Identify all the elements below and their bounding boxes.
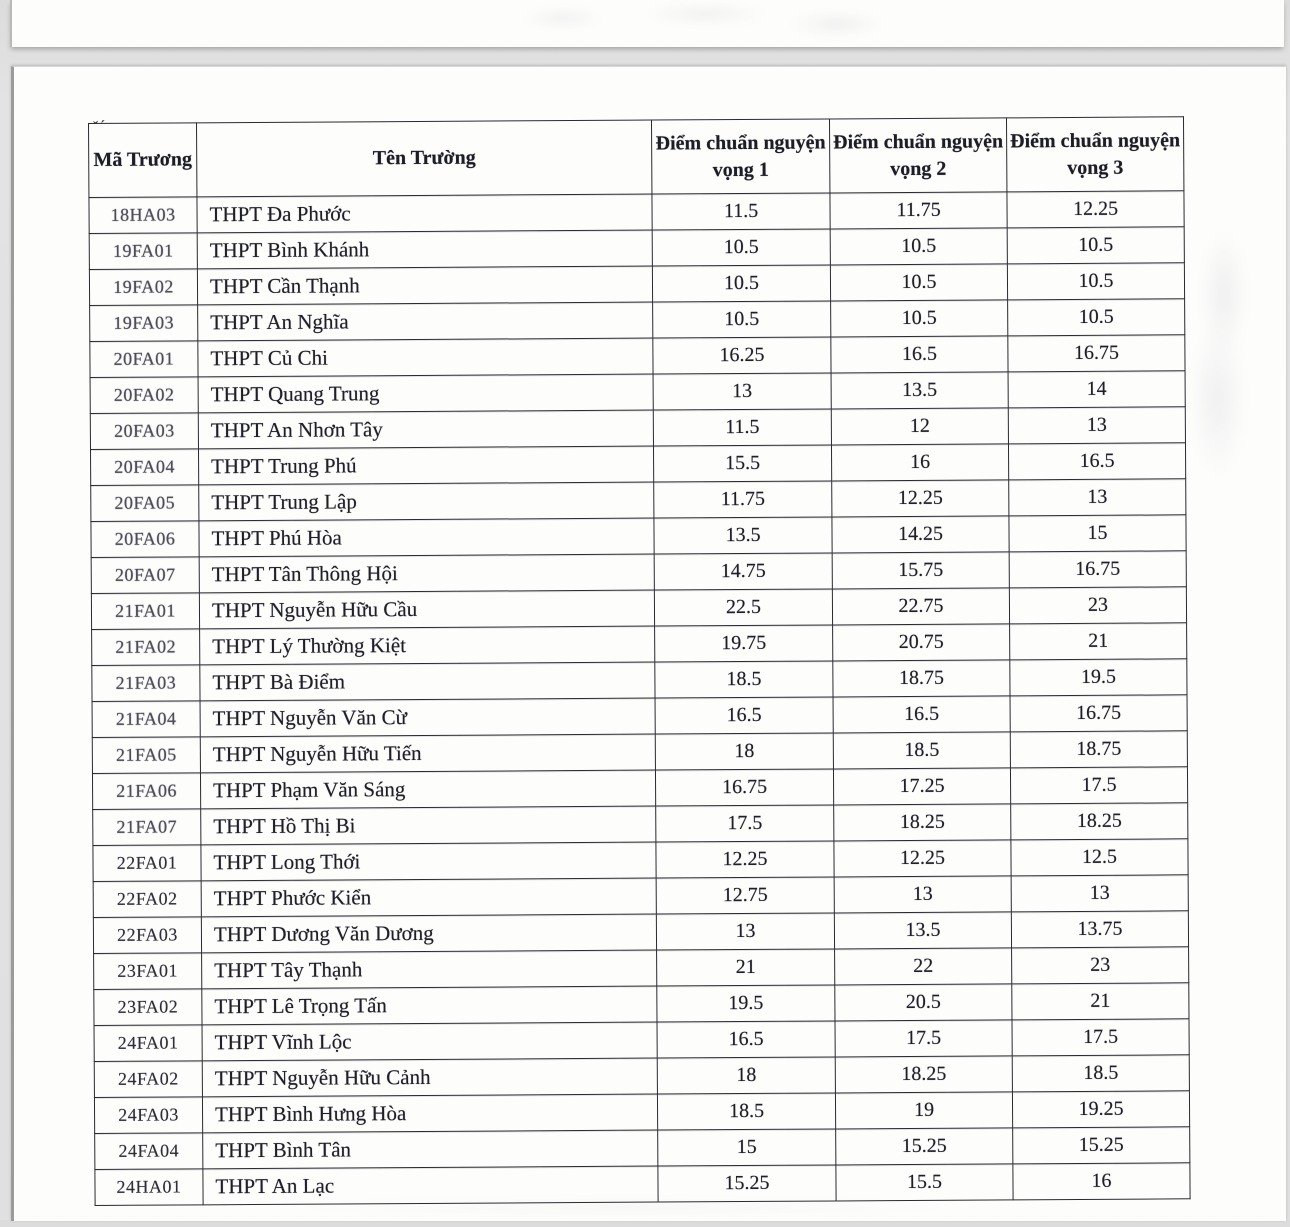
score-nv2: 16	[831, 444, 1008, 481]
school-code: 21FA01	[91, 593, 199, 630]
score-nv3: 18.25	[1011, 803, 1188, 840]
score-nv1: 10.5	[653, 301, 831, 338]
score-nv3: 15	[1009, 515, 1186, 552]
score-nv1: 18.5	[655, 661, 833, 698]
school-code: 19FA03	[90, 305, 198, 342]
score-nv1: 18.5	[657, 1093, 835, 1130]
score-nv1: 15.25	[658, 1165, 836, 1202]
document-page	[11, 66, 1286, 1221]
score-nv3: 16.75	[1008, 335, 1185, 372]
score-nv3: 23	[1012, 947, 1189, 984]
school-name: THPT An Nhơn Tây	[198, 410, 653, 449]
school-name: THPT Vĩnh Lộc	[202, 1022, 657, 1061]
school-code: 21FA06	[92, 773, 200, 810]
school-name: THPT Bình Hưng Hòa	[202, 1094, 657, 1133]
score-nv1: 16.25	[653, 337, 831, 374]
score-nv3: 16.5	[1008, 443, 1185, 480]
score-nv1: 19.75	[655, 625, 833, 662]
score-nv3: 10.5	[1007, 227, 1184, 264]
score-nv2: 22	[835, 948, 1012, 985]
score-nv2: 14.25	[832, 516, 1009, 553]
score-nv1: 18	[657, 1057, 835, 1094]
school-code: 20FA02	[90, 377, 198, 414]
score-nv2: 13	[834, 876, 1011, 913]
school-code: 22FA01	[93, 845, 201, 882]
score-nv2: 10.5	[831, 300, 1008, 337]
score-nv2: 22.75	[832, 588, 1009, 625]
score-nv1: 16.75	[655, 769, 833, 806]
score-nv1: 22.5	[654, 589, 832, 626]
score-nv2: 18.25	[835, 1056, 1012, 1093]
school-code: 24FA02	[94, 1061, 202, 1098]
school-code: 24FA01	[94, 1025, 202, 1062]
school-name: THPT Phú Hòa	[199, 518, 654, 557]
score-nv1: 17.5	[656, 805, 834, 842]
score-nv1: 11.75	[654, 481, 832, 518]
score-nv1: 15.5	[653, 445, 831, 482]
school-name: THPT Trung Phú	[198, 446, 653, 485]
score-nv3: 13	[1011, 875, 1188, 912]
header-row	[89, 117, 1184, 198]
school-name: THPT Nguyễn Hữu Cầu	[199, 590, 654, 629]
school-code: 20FA01	[90, 341, 198, 378]
score-nv2: 13.5	[831, 372, 1008, 409]
school-name: THPT Tây Thạnh	[202, 950, 657, 989]
school-code: 24HA01	[95, 1169, 203, 1206]
score-nv2: 13.5	[834, 912, 1011, 949]
school-name: THPT Nguyễn Văn Cừ	[200, 698, 655, 737]
school-name: THPT Bình Tân	[203, 1130, 658, 1169]
score-nv1: 13	[653, 373, 831, 410]
school-code: 24FA03	[94, 1097, 202, 1134]
score-nv3: 18.75	[1010, 731, 1187, 768]
score-nv1: 13.5	[654, 517, 832, 554]
score-nv2: 12	[831, 408, 1008, 445]
scores-table-body	[89, 191, 1190, 1206]
score-nv2: 10.5	[830, 228, 1007, 265]
school-name: THPT Nguyễn Hữu Cảnh	[202, 1058, 657, 1097]
school-code: 23FA01	[94, 953, 202, 990]
score-nv3: 21	[1012, 983, 1189, 1020]
previous-page-fragment	[10, 0, 1284, 47]
score-nv3: 15.25	[1013, 1127, 1190, 1164]
school-name: THPT Bà Điểm	[200, 662, 655, 701]
score-nv1: 14.75	[654, 553, 832, 590]
score-nv2: 15.5	[836, 1164, 1013, 1201]
score-nv1: 10.5	[652, 265, 830, 302]
score-nv1: 16.5	[657, 1021, 835, 1058]
school-name: THPT Cần Thạnh	[197, 266, 652, 305]
school-code: 21FA04	[92, 701, 200, 738]
score-nv3: 10.5	[1007, 263, 1184, 300]
school-code: 22FA03	[93, 917, 201, 954]
school-code: 21FA02	[92, 629, 200, 666]
school-code: 19FA02	[89, 269, 197, 306]
score-nv2: 19	[835, 1092, 1012, 1129]
school-name: THPT Hồ Thị Bi	[201, 806, 656, 845]
pen-tick-mark: ˇ´	[92, 118, 109, 136]
school-code: 20FA03	[90, 413, 198, 450]
school-code: 20FA05	[91, 485, 199, 522]
score-nv1: 11.5	[652, 193, 830, 230]
score-nv3: 16.75	[1010, 695, 1187, 732]
score-nv3: 16.75	[1009, 551, 1186, 588]
score-nv1: 16.5	[655, 697, 833, 734]
score-nv3: 21	[1010, 623, 1187, 660]
table-row	[95, 1163, 1190, 1206]
score-nv1: 12.25	[656, 841, 834, 878]
school-name: THPT Đa Phước	[197, 194, 652, 233]
school-code: 20FA07	[91, 557, 199, 594]
school-name: THPT Trung Lập	[199, 482, 654, 521]
score-nv3: 17.5	[1012, 1019, 1189, 1056]
score-nv2: 18.75	[833, 660, 1010, 697]
score-nv1: 11.5	[653, 409, 831, 446]
score-nv1: 18	[655, 733, 833, 770]
score-nv1: 21	[657, 949, 835, 986]
col-header-score-nv2: Điểm chuẩn nguyện vọng 2	[829, 118, 1006, 193]
school-name: THPT Long Thới	[201, 842, 656, 881]
score-nv2: 12.25	[834, 840, 1011, 877]
score-nv3: 13.75	[1011, 911, 1188, 948]
score-nv1: 15	[658, 1129, 836, 1166]
school-code: 18HA03	[89, 197, 197, 234]
score-nv2: 18.5	[833, 732, 1010, 769]
score-nv2: 15.25	[836, 1128, 1013, 1165]
school-code: 21FA05	[92, 737, 200, 774]
school-code: 20FA06	[91, 521, 199, 558]
school-name: THPT An Nghĩa	[198, 302, 653, 341]
score-nv2: 20.5	[835, 984, 1012, 1021]
school-code: 21FA07	[93, 809, 201, 846]
score-nv3: 13	[1009, 479, 1186, 516]
score-nv2: 11.75	[830, 192, 1007, 229]
score-nv2: 18.25	[834, 804, 1011, 841]
score-nv1: 10.5	[652, 229, 830, 266]
score-nv3: 19.5	[1010, 659, 1187, 696]
score-nv2: 12.25	[832, 480, 1009, 517]
col-header-school-name: Tên Trường	[197, 120, 652, 197]
school-code: 23FA02	[94, 989, 202, 1026]
score-nv1: 19.5	[657, 985, 835, 1022]
school-name: THPT Dương Văn Dương	[201, 914, 656, 953]
school-code: 24FA04	[95, 1133, 203, 1170]
score-nv3: 23	[1009, 587, 1186, 624]
school-code: 21FA03	[92, 665, 200, 702]
score-nv2: 17.25	[833, 768, 1010, 805]
school-code: 22FA02	[93, 881, 201, 918]
school-name: THPT Phạm Văn Sáng	[200, 770, 655, 809]
school-name: THPT Nguyễn Hữu Tiến	[200, 734, 655, 773]
school-code: 19FA01	[89, 233, 197, 270]
admission-scores-table	[88, 116, 1191, 1206]
score-nv2: 17.5	[835, 1020, 1012, 1057]
score-nv2: 16.5	[831, 336, 1008, 373]
col-header-score-nv3: Điểm chuẩn nguyện vọng 3	[1006, 117, 1183, 192]
score-nv1: 12.75	[656, 877, 834, 914]
score-nv3: 12.25	[1007, 191, 1184, 228]
school-name: THPT Lý Thường Kiệt	[200, 626, 655, 665]
score-nv2: 10.5	[830, 264, 1007, 301]
school-name: THPT Tân Thông Hội	[199, 554, 654, 593]
school-name: THPT Củ Chi	[198, 338, 653, 377]
score-nv3: 10.5	[1008, 299, 1185, 336]
score-nv3: 19.25	[1012, 1091, 1189, 1128]
col-header-score-nv1: Điểm chuẩn nguyện vọng 1	[651, 119, 829, 194]
score-nv3: 17.5	[1010, 767, 1187, 804]
score-nv2: 20.75	[833, 624, 1010, 661]
school-code: 20FA04	[90, 449, 198, 486]
score-nv2: 16.5	[833, 696, 1010, 733]
score-nv3: 14	[1008, 371, 1185, 408]
school-name: THPT Lê Trọng Tấn	[202, 986, 657, 1025]
bleedthrough-smudge	[392, 2, 962, 42]
score-nv1: 13	[656, 913, 834, 950]
school-name: THPT Phước Kiển	[201, 878, 656, 917]
score-nv3: 18.5	[1012, 1055, 1189, 1092]
col-header-school-code: Mã Trương	[89, 123, 197, 198]
score-nv3: 13	[1008, 407, 1185, 444]
score-nv2: 15.75	[832, 552, 1009, 589]
table-header	[89, 117, 1184, 198]
school-name: THPT Quang Trung	[198, 374, 653, 413]
school-name: THPT An Lạc	[203, 1166, 658, 1205]
school-name: THPT Bình Khánh	[197, 230, 652, 269]
score-nv3: 16	[1013, 1163, 1190, 1200]
score-nv3: 12.5	[1011, 839, 1188, 876]
